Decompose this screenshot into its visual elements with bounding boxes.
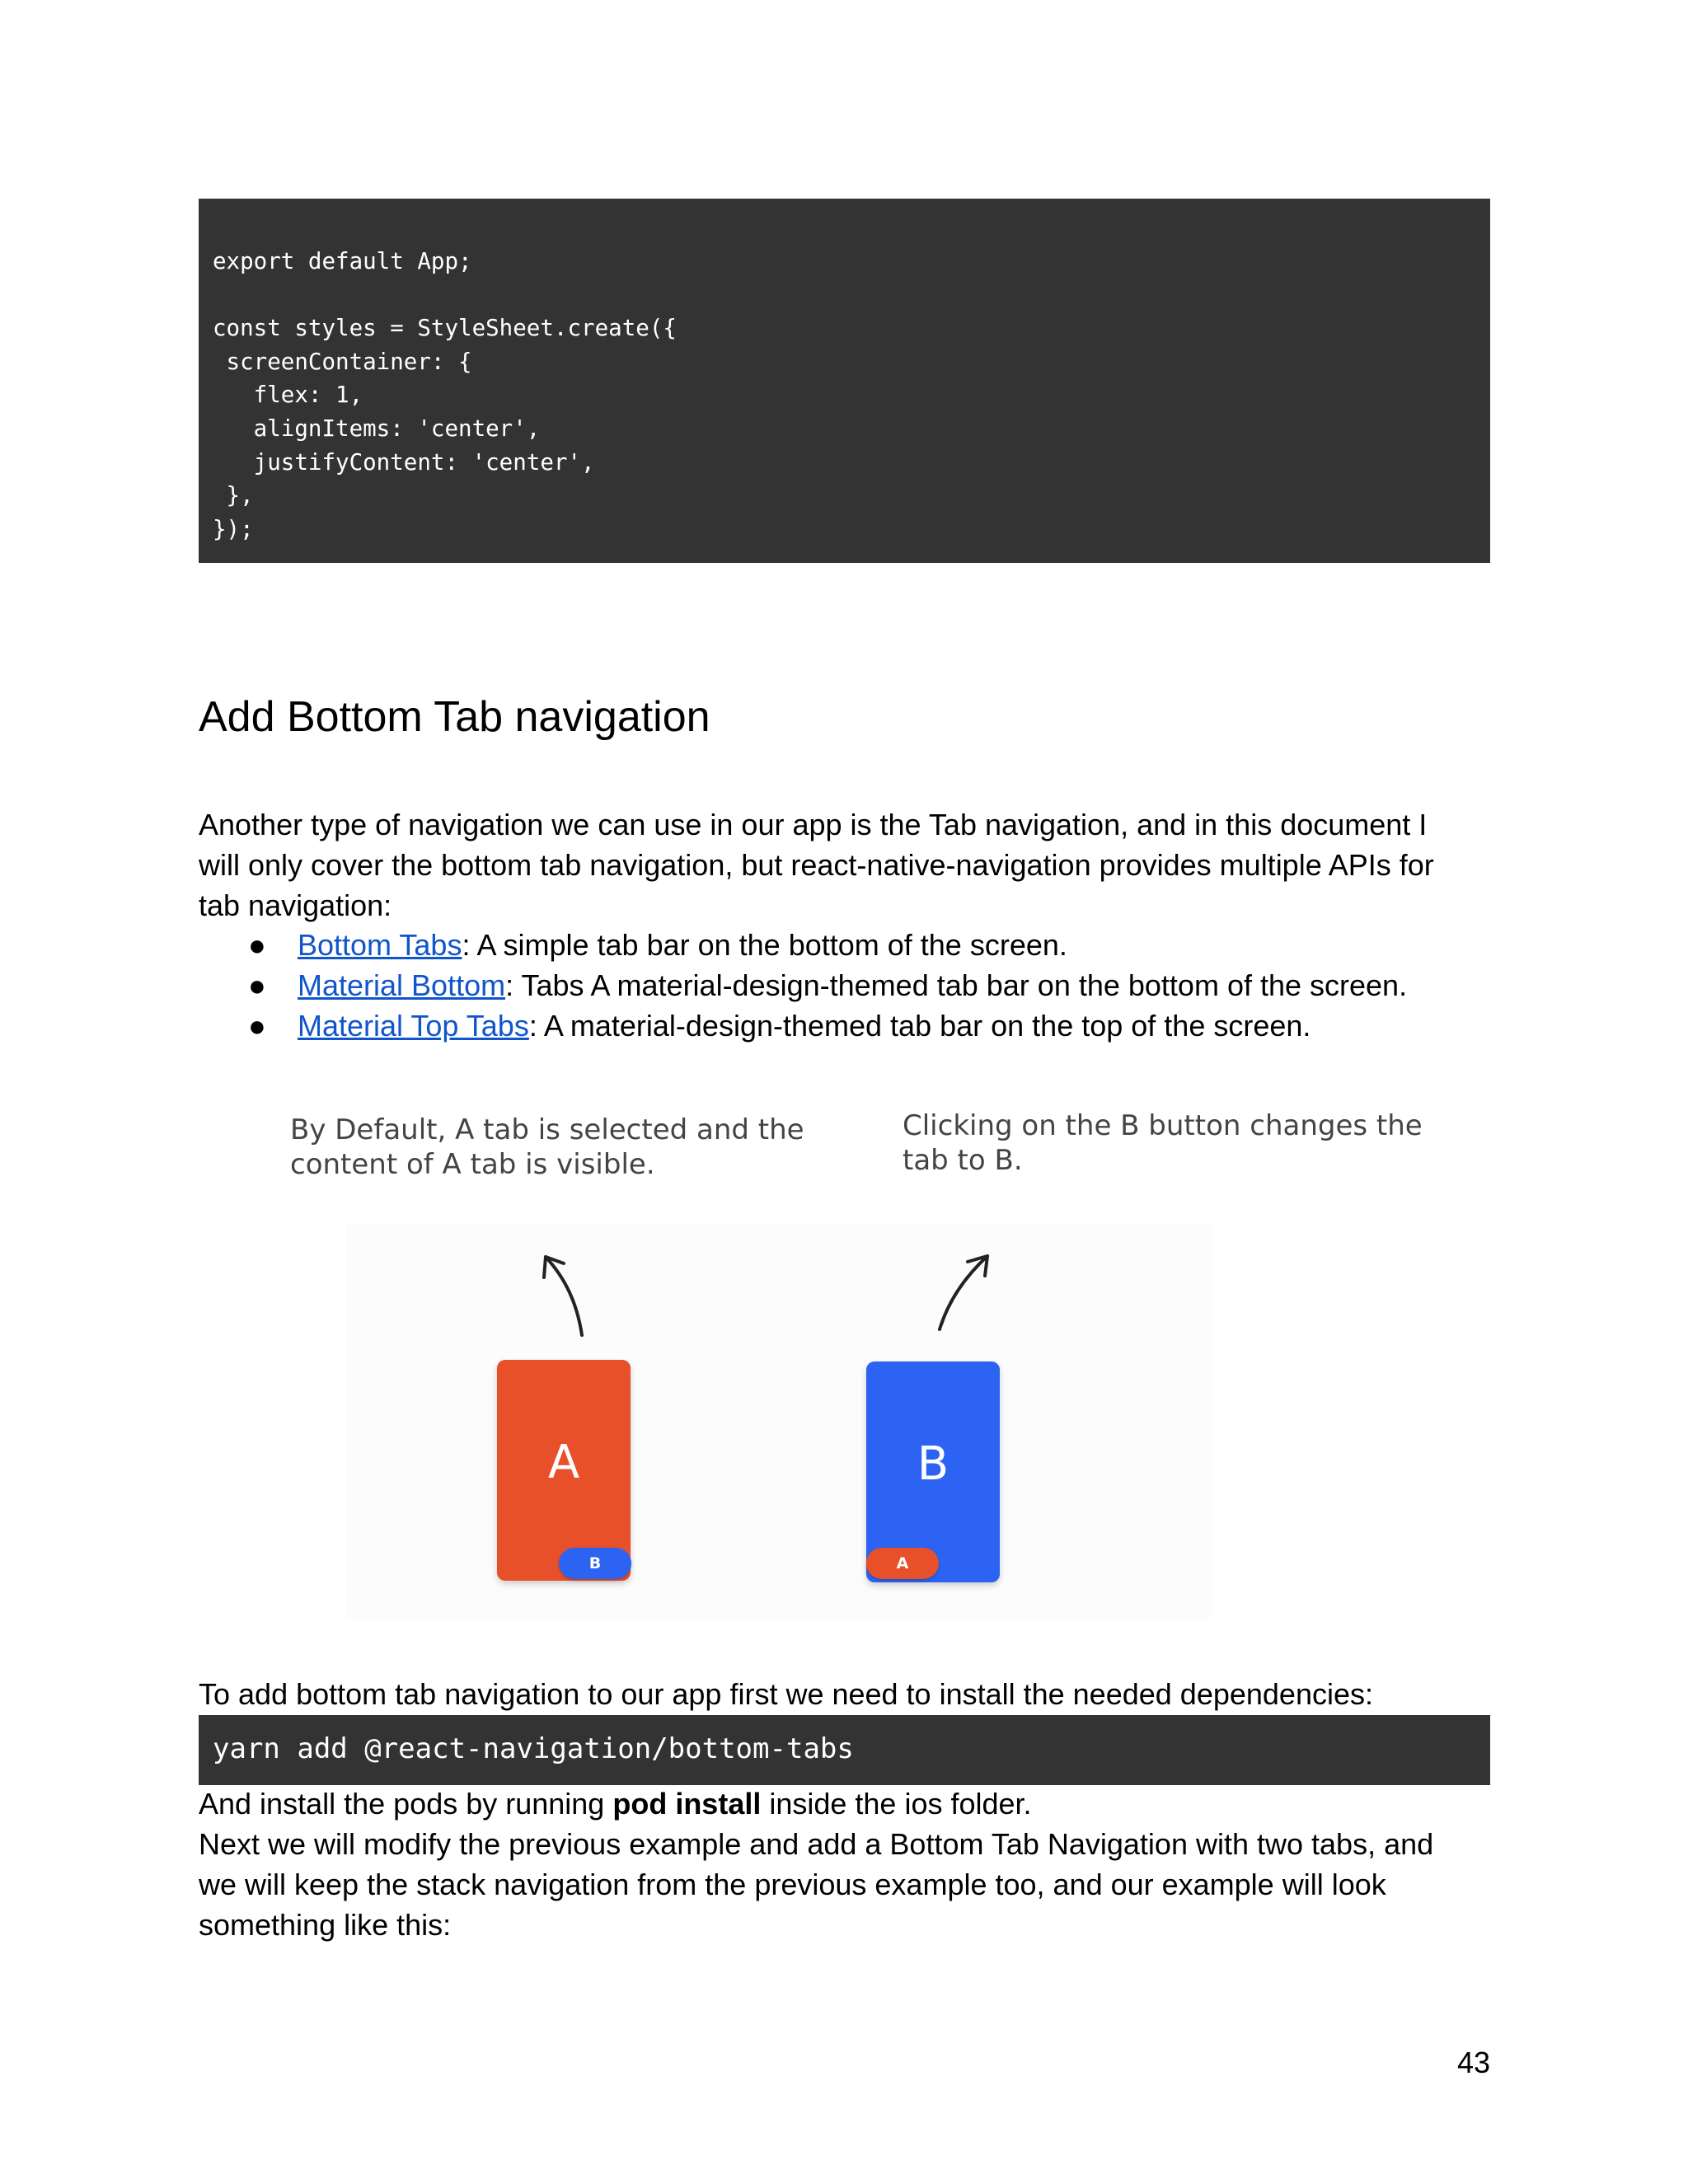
bottom-tabs-link[interactable]: Bottom Tabs [298, 928, 462, 962]
paragraph-line: we will keep the stack navigation from the previous example too, and our example will look [199, 1868, 1386, 1901]
section-heading: Add Bottom Tab navigation [199, 693, 710, 741]
code-text: export default App; const styles = StyleSheet.create({ screenContainer: { flex: 1, alignItems: 'center', justifyContent: 'center', }, }); [213, 248, 677, 542]
text-run: And install the pods by running [199, 1787, 613, 1821]
material-top-tabs-link[interactable]: Material Top Tabs [298, 1009, 529, 1043]
bullet-icon: ● [248, 968, 266, 1002]
list-item-text: : A simple tab bar on the bottom of the screen. [462, 928, 1067, 962]
intro-line: tab navigation: [199, 888, 392, 922]
caption-line: content of A tab is visible. [290, 1148, 655, 1181]
intro-line: Another type of navigation we can use in our app is the Tab navigation, and in this document I [199, 808, 1428, 841]
arrow-left-icon [544, 1257, 582, 1335]
paragraph-line: something like this: [199, 1908, 452, 1942]
page-number: 43 [1456, 2046, 1490, 2079]
list-item-text: : Tabs A material-design-themed tab bar on the bottom of the screen. [505, 968, 1408, 1002]
paragraph-line: Next we will modify the previous example and add a Bottom Tab Navigation with two tabs, and [199, 1827, 1434, 1861]
bullet-icon: ● [248, 1009, 266, 1043]
tab-button-b: B [559, 1548, 631, 1579]
intro-line: will only cover the bottom tab navigation, but react-native-navigation provides multiple APIs for [199, 848, 1434, 882]
bullet-icon: ● [248, 928, 266, 962]
caption-line: tab to B. [903, 1144, 1023, 1177]
caption-line: By Default, A tab is selected and the [290, 1113, 804, 1146]
list-item-text: : A material-design-themed tab bar on the top of the screen. [528, 1009, 1311, 1043]
install-pods-text [199, 1783, 1032, 1824]
pod-install-command: pod install [612, 1787, 762, 1821]
arrow-right-icon [940, 1256, 987, 1329]
screen-letter: A [547, 1436, 580, 1489]
material-bottom-link[interactable]: Material Bottom [298, 968, 506, 1002]
caption-line: Clicking on the B button changes the [903, 1109, 1423, 1142]
tab-button-a: A [866, 1548, 939, 1579]
install-intro-text: To add bottom tab navigation to our app first we need to install the needed dependencies: [199, 1677, 1373, 1711]
install-command-block [199, 1715, 1490, 1785]
next-paragraph [199, 1824, 1433, 1945]
text-run: inside the ios folder. [761, 1787, 1032, 1821]
screen-letter: B [917, 1437, 950, 1491]
code-text: yarn add @react-navigation/bottom-tabs [213, 1732, 854, 1765]
